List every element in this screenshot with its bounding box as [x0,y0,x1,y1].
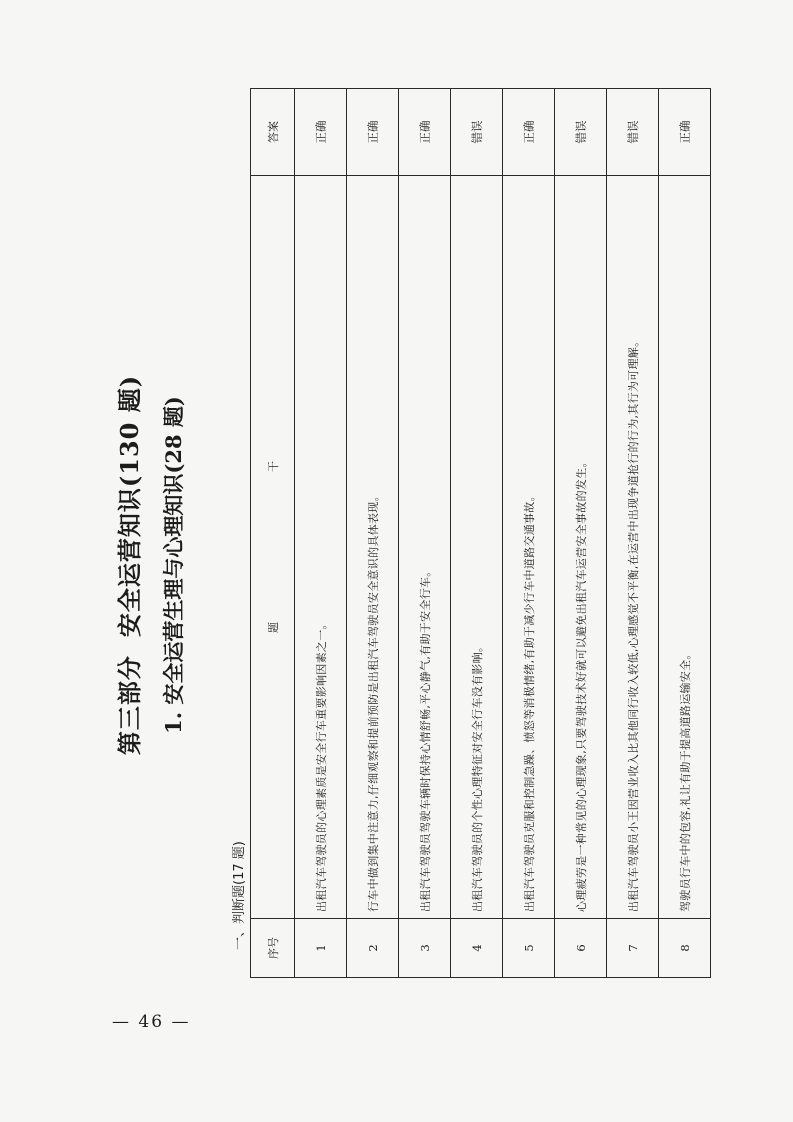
row-number: 8 [659,919,711,978]
rotated-content [110,80,700,1050]
row-question: 出租汽车驾驶员驾驶车辆时保持心情舒畅,平心静气,有助于安全行车。 [399,176,451,919]
table-header-row [251,89,295,978]
table-row [295,89,347,978]
table-row [659,89,711,978]
row-number: 7 [607,919,659,978]
row-question: 驾驶员行车中的包容,礼让有助于提高道路运输安全。 [659,176,711,919]
table-row [451,89,503,978]
page-number: — 46 — [112,1012,191,1032]
row-answer: 正确 [659,89,711,176]
row-question: 出租汽车驾驶员的心理素质是安全行车重要影响因素之一。 [295,176,347,919]
row-answer: 错误 [451,89,503,176]
header-number: 序号 [251,919,295,978]
header-stem-part1: 题 [266,622,280,633]
row-answer: 错误 [555,89,607,176]
row-answer: 正确 [347,89,399,176]
table-row [607,89,659,978]
row-number: 2 [347,919,399,978]
part-title-subject: 安全运营知识(130 题) [115,374,144,638]
row-number: 6 [555,919,607,978]
row-number: 3 [399,919,451,978]
row-question: 心理疲劳是一种常见的心理现象,只要驾驶技术好就可以避免出租汽车运营安全事故的发生。 [555,176,607,919]
row-answer: 错误 [607,89,659,176]
table-row [399,89,451,978]
row-number: 1 [295,919,347,978]
question-type-label: 一、判断题(17 题) [232,841,247,950]
row-number: 4 [451,919,503,978]
row-answer: 正确 [399,89,451,176]
header-answer: 答案 [251,89,295,176]
row-question: 行车中做到集中注意力,仔细观察和提前预防是出租汽车驾驶员安全意识的具体表现。 [347,176,399,919]
row-number: 5 [503,919,555,978]
row-answer: 正确 [503,89,555,176]
table-row [555,89,607,978]
row-answer: 正确 [295,89,347,176]
header-stem-part2: 干 [266,461,280,472]
table-row [347,89,399,978]
part-title-label: 第三部分 [115,655,144,756]
section-title: 1. 安全运营生理与心理知识(28 题) [161,396,186,734]
part-title [110,80,150,1050]
table-row [503,89,555,978]
row-question: 出租汽车驾驶员的个性心理特征对安全行车没有影响。 [451,176,503,919]
question-table [250,88,711,978]
header-stem [251,176,295,919]
row-question: 出租汽车驾驶员克服和控制急躁、愤怒等消极情绪,有助于减少行车中道路交通事故。 [503,176,555,919]
row-question: 出租汽车驾驶员小王因营业收入比其他同行收入较低,心理感觉不平衡,在运营中出现争道抢行的行为,其行为可理解。 [607,176,659,919]
